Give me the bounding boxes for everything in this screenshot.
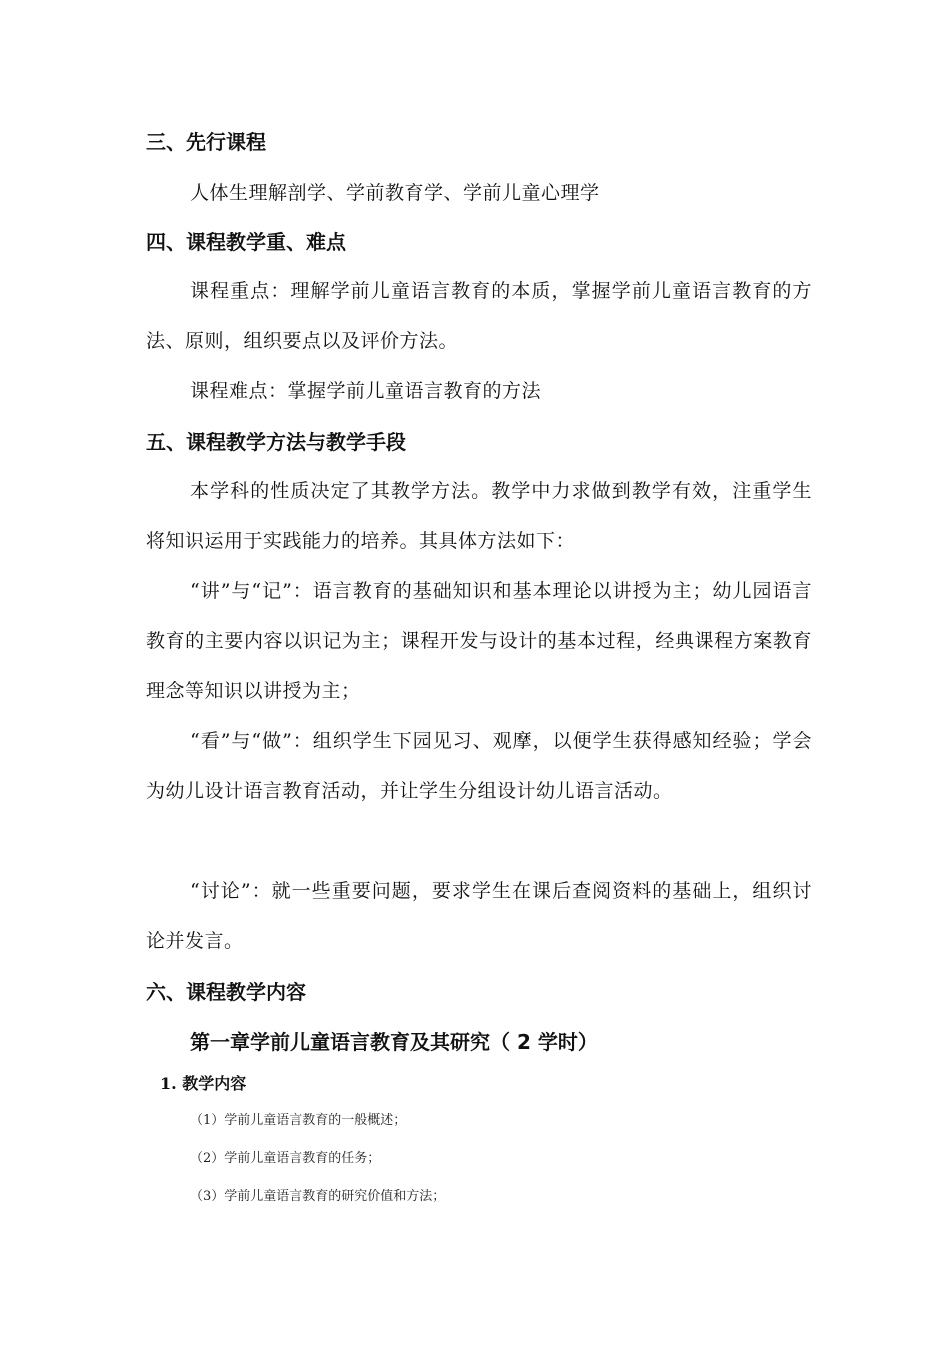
teaching-methods-intro: 本学科的性质决定了其教学方法。教学中力求做到教学有效，注重学生将知识运用于实践能力的培养。其具体方法如下：: [146, 480, 812, 552]
method-observe-practice: “看”与“做”：组织学生下园见习、观摩，以便学生获得感知经验；学会为幼儿设计语言教育活动，并让学生分组设计幼儿语言活动。: [146, 730, 812, 802]
method-lecture-memorize: “讲”与“记”：语言教育的基础知识和基本理论以讲授为主；幼儿园语言教育的主要内容以识记为主；课程开发与设计的基本过程，经典课程方案教育理念等知识以讲授为主；: [146, 580, 812, 702]
chapter-1-item: （3）学前儿童语言教育的研究价值和方法；: [190, 1189, 446, 1204]
chapter-1-subheading: 1. 教学内容: [160, 1074, 247, 1093]
key-points-text: 课程重点：理解学前儿童语言教育的本质，掌握学前儿童语言教育的方法、原则，组织要点以及评价方法。: [146, 280, 812, 352]
chapter-1-title: 第一章学前儿童语言教育及其研究（ 2 学时）: [190, 1030, 598, 1054]
method-discussion: “讨论”：就一些重要问题，要求学生在课后查阅资料的基础上，组织讨论并发言。: [146, 880, 812, 952]
section-title-course-content: 六、课程教学内容: [146, 980, 306, 1004]
prerequisite-courses-text: 人体生理解剖学、学前教育学、学前儿童心理学: [190, 182, 600, 204]
chapter-1-item: （1）学前儿童语言教育的一般概述；: [190, 1113, 407, 1128]
section-title-prerequisite-courses: 三、先行课程: [146, 130, 266, 154]
chapter-1-item: （2）学前儿童语言教育的任务；: [190, 1151, 381, 1166]
section-title-key-difficult-points: 四、课程教学重、难点: [146, 230, 346, 254]
section-title-teaching-methods: 五、课程教学方法与教学手段: [146, 430, 406, 454]
difficult-points-text: 课程难点：掌握学前儿童语言教育的方法: [190, 380, 542, 402]
